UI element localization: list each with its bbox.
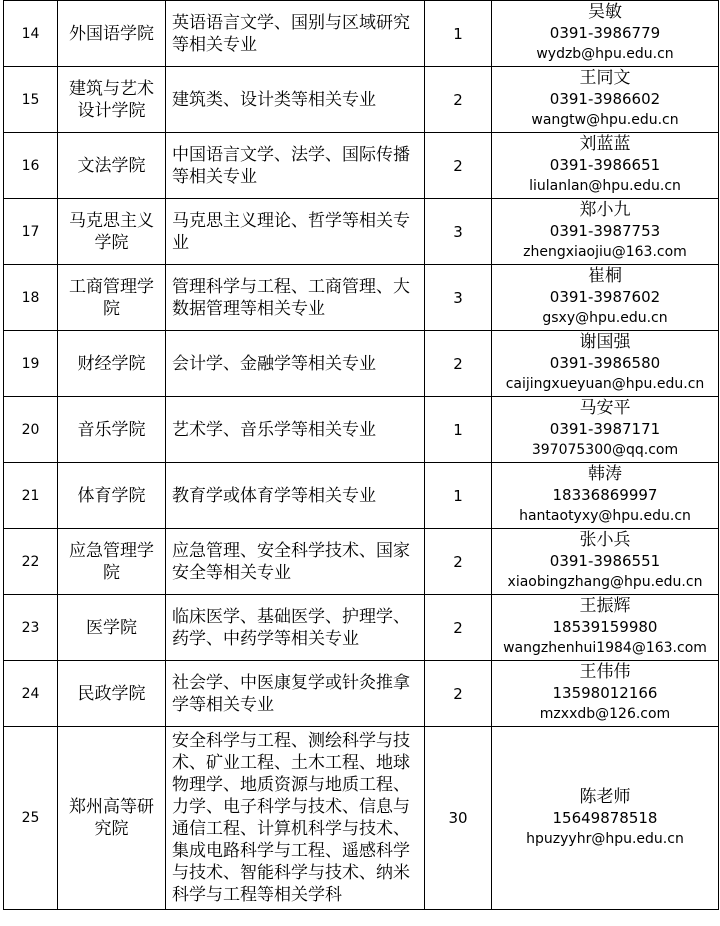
row-number: 18 <box>4 265 58 331</box>
contact-phone: 0391-3986602 <box>549 90 661 108</box>
contact-email: caijingxueyuan@hpu.edu.cn <box>505 376 705 392</box>
contact-cell <box>492 529 719 595</box>
positions-count: 3 <box>425 199 492 265</box>
contact-name: 王振辉 <box>579 596 631 616</box>
contact-email: liulanlan@hpu.edu.cn <box>529 178 681 194</box>
row-number: 16 <box>4 133 58 199</box>
contact-email: hantaotyxy@hpu.edu.cn <box>519 508 691 524</box>
contact-name: 王伟伟 <box>579 662 631 682</box>
table-row <box>4 265 719 331</box>
positions-count: 2 <box>425 133 492 199</box>
majors: 管理科学与工程、工商管理、大数据管理等相关专业 <box>166 265 425 331</box>
contact-phone: 0391-3986779 <box>549 24 661 42</box>
contact-email: wydzb@hpu.edu.cn <box>536 46 674 62</box>
contact-cell <box>492 1 719 67</box>
positions-count: 3 <box>425 265 492 331</box>
positions-count: 1 <box>425 397 492 463</box>
contact-name: 张小兵 <box>579 530 631 550</box>
majors: 教育学或体育学等相关专业 <box>166 463 425 529</box>
positions-count: 2 <box>425 331 492 397</box>
contact-name: 韩涛 <box>588 464 622 484</box>
row-number: 21 <box>4 463 58 529</box>
contact-email: xiaobingzhang@hpu.edu.cn <box>507 574 703 590</box>
contact-cell <box>492 331 719 397</box>
college-name: 外国语学院 <box>58 1 166 67</box>
college-name: 应急管理学院 <box>58 529 166 595</box>
contact-phone: 13598012166 <box>552 684 658 702</box>
row-number: 15 <box>4 67 58 133</box>
row-number: 22 <box>4 529 58 595</box>
contact-phone: 0391-3987602 <box>549 288 661 306</box>
contact-cell <box>492 463 719 529</box>
majors: 英语语言文学、国别与区域研究等相关专业 <box>166 1 425 67</box>
contact-name: 马安平 <box>579 398 631 418</box>
majors: 社会学、中医康复学或针灸推拿学等相关专业 <box>166 661 425 727</box>
college-name: 医学院 <box>58 595 166 661</box>
table-row <box>4 529 719 595</box>
contact-cell <box>492 199 719 265</box>
row-number: 14 <box>4 1 58 67</box>
contact-phone: 15649878518 <box>552 808 658 827</box>
contact-cell <box>492 133 719 199</box>
row-number: 25 <box>4 727 58 910</box>
contact-email: wangzhenhui1984@163.com <box>503 640 707 656</box>
table-row <box>4 1 719 67</box>
row-number: 20 <box>4 397 58 463</box>
recruitment-table <box>3 0 719 910</box>
table-row <box>4 67 719 133</box>
positions-count: 2 <box>425 661 492 727</box>
contact-phone: 0391-3986551 <box>549 552 661 570</box>
contact-name: 王同文 <box>579 68 631 88</box>
college-name: 体育学院 <box>58 463 166 529</box>
college-name: 郑州高等研究院 <box>58 727 166 910</box>
majors: 马克思主义理论、哲学等相关专业 <box>166 199 425 265</box>
college-name: 民政学院 <box>58 661 166 727</box>
majors: 会计学、金融学等相关专业 <box>166 331 425 397</box>
contact-phone: 0391-3987753 <box>549 222 661 240</box>
row-number: 23 <box>4 595 58 661</box>
contact-cell <box>492 727 719 910</box>
contact-email: 397075300@qq.com <box>531 442 679 458</box>
contact-name: 吴敏 <box>588 2 622 22</box>
contact-phone: 18539159980 <box>552 618 658 636</box>
positions-count: 2 <box>425 595 492 661</box>
table-row <box>4 133 719 199</box>
contact-email: hpuzyyhr@hpu.edu.cn <box>526 830 684 847</box>
contact-name: 郑小九 <box>579 200 631 220</box>
majors: 艺术学、音乐学等相关专业 <box>166 397 425 463</box>
college-name: 音乐学院 <box>58 397 166 463</box>
table-row <box>4 661 719 727</box>
majors: 中国语言文学、法学、国际传播等相关专业 <box>166 133 425 199</box>
contact-cell <box>492 661 719 727</box>
contact-name: 谢国强 <box>579 332 631 352</box>
majors: 临床医学、基础医学、护理学、药学、中药学等相关专业 <box>166 595 425 661</box>
contact-email: zhengxiaojiu@163.com <box>523 244 687 260</box>
college-name: 建筑与艺术设计学院 <box>58 67 166 133</box>
row-number: 19 <box>4 331 58 397</box>
college-name: 工商管理学院 <box>58 265 166 331</box>
contact-phone: 0391-3986580 <box>549 354 661 372</box>
contact-cell <box>492 397 719 463</box>
positions-count: 30 <box>425 727 492 910</box>
college-name: 财经学院 <box>58 331 166 397</box>
contact-cell <box>492 67 719 133</box>
positions-count: 2 <box>425 67 492 133</box>
contact-email: gsxy@hpu.edu.cn <box>542 310 668 326</box>
table-row <box>4 727 719 910</box>
contact-phone: 18336869997 <box>552 486 658 504</box>
contact-phone: 0391-3987171 <box>549 420 661 438</box>
positions-count: 1 <box>425 463 492 529</box>
majors: 应急管理、安全科学技术、国家安全等相关专业 <box>166 529 425 595</box>
contact-phone: 0391-3986651 <box>549 156 661 174</box>
majors: 建筑类、设计类等相关专业 <box>166 67 425 133</box>
contact-cell <box>492 595 719 661</box>
row-number: 17 <box>4 199 58 265</box>
contact-name: 崔桐 <box>588 266 622 286</box>
positions-count: 1 <box>425 1 492 67</box>
positions-count: 2 <box>425 529 492 595</box>
table-row <box>4 331 719 397</box>
contact-name: 陈老师 <box>579 786 631 807</box>
college-name: 文法学院 <box>58 133 166 199</box>
contact-name: 刘蓝蓝 <box>579 134 631 154</box>
table-row <box>4 199 719 265</box>
table-row <box>4 595 719 661</box>
table-row <box>4 463 719 529</box>
majors: 安全科学与工程、测绘科学与技术、矿业工程、土木工程、地球物理学、地质资源与地质工程、力学、电子科学与技术、信息与通信工程、计算机科学与技术、集成电路科学与工程、遥感科学与技术、智能科学与技术、纳米科学与工程等相关学科 <box>166 727 425 910</box>
table-row <box>4 397 719 463</box>
contact-email: wangtw@hpu.edu.cn <box>531 112 679 128</box>
contact-email: mzxxdb@126.com <box>539 706 671 722</box>
college-name: 马克思主义学院 <box>58 199 166 265</box>
contact-cell <box>492 265 719 331</box>
row-number: 24 <box>4 661 58 727</box>
